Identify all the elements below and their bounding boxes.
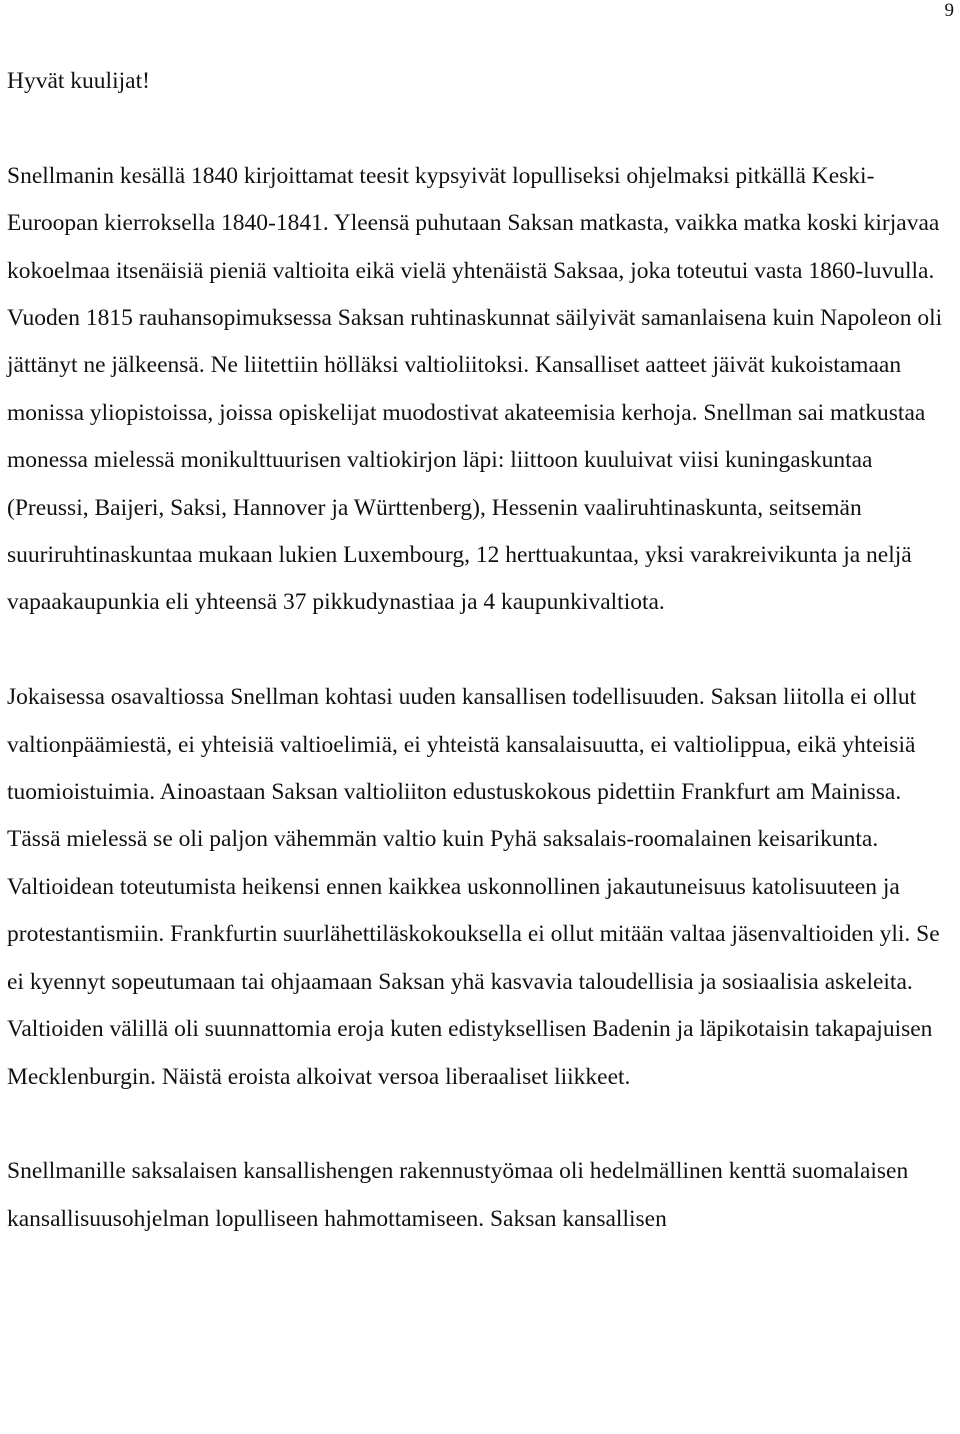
- body-paragraph: Snellmanin kesällä 1840 kirjoittamat teesit kypsyivät lopulliseksi ohjelmaksi pitkällä Keski-Euroopan kierroksella 1840-1841. Yleensä puhutaan Saksan matkasta, vaikka matka koski kirjavaa kokoelmaa itsenäisiä pieniä valtioita eikä vielä yhtenäistä Saksaa, joka toteutui vasta 1860-luvulla. Vuoden 1815 rauhansopimuksessa Saksan ruhtinaskunnat säilyivät samanlaisena kuin Napoleon oli jättänyt ne jälkeensä. Ne liitettiin hölläksi valtioliitoksi. Kansalliset aatteet jäivät kukoistamaan monissa yliopistoissa, joissa opiskelijat muodostivat akateemisia kerhoja. Snellman sai matkustaa monessa mielessä monikulttuurisen valtiokirjon läpi: liittoon kuuluivat viisi kuningaskuntaa (Preussi, Baijeri, Saksi, Hannover ja Württenberg), Hessenin vaaliruhtinaskunta, seitsemän suuriruhtinaskuntaa mukaan lukien Luxembourg, 12 herttuakuntaa, yksi varakreivikunta ja neljä vapaakaupunkia eli yhteensä 37 pikkudynastiaa ja 4 kaupunkivaltiota.: [7, 162, 943, 616]
- body-paragraph: Jokaisessa osavaltiossa Snellman kohtasi uuden kansallisen todellisuuden. Saksan liitolla ei ollut valtionpäämiestä, ei yhteisiä valtioelimiä, ei yhteistä kansalaisuutta, ei valtiolippua, eikä yhteisiä tuomioistuimia. Ainoastaan Saksan valtioliiton edustuskokous pidettiin Frankfurt am Mainissa. Tässä mielessä se oli paljon vähemmän valtio kuin Pyhä saksalais-roomalainen keisarikunta. Valtioidean toteutumista heikensi ennen kaikkea uskonnollinen jakautuneisuus katolisuuteen ja protestantismiin. Frankfurtin suurlähettiläskokouksella ei ollut mitään valtaa jäsenvaltioiden yli. Se ei kyennyt sopeutumaan tai ohjaamaan Saksan yhä kasvavia taloudellisia ja sosiaalisia askeleita. Valtioiden välillä oli suunnattomia eroja kuten edistyksellisen Badenin ja läpikotaisin takapajuisen Mecklenburgin. Näistä eroista alkoivat versoa liberaaliset liikkeet.: [7, 684, 940, 1090]
- document-body: [7, 58, 947, 1243]
- greeting-paragraph: Hyvät kuulijat!: [7, 68, 150, 94]
- body-paragraph: Snellmanille saksalaisen kansallishengen rakennustyömaa oli hedelmällinen kenttä suomalaisen kansallisuusohjelman lopulliseen hahmottamiseen. Saksan kansallisen: [7, 1158, 909, 1232]
- page-number: 9: [944, 0, 954, 21]
